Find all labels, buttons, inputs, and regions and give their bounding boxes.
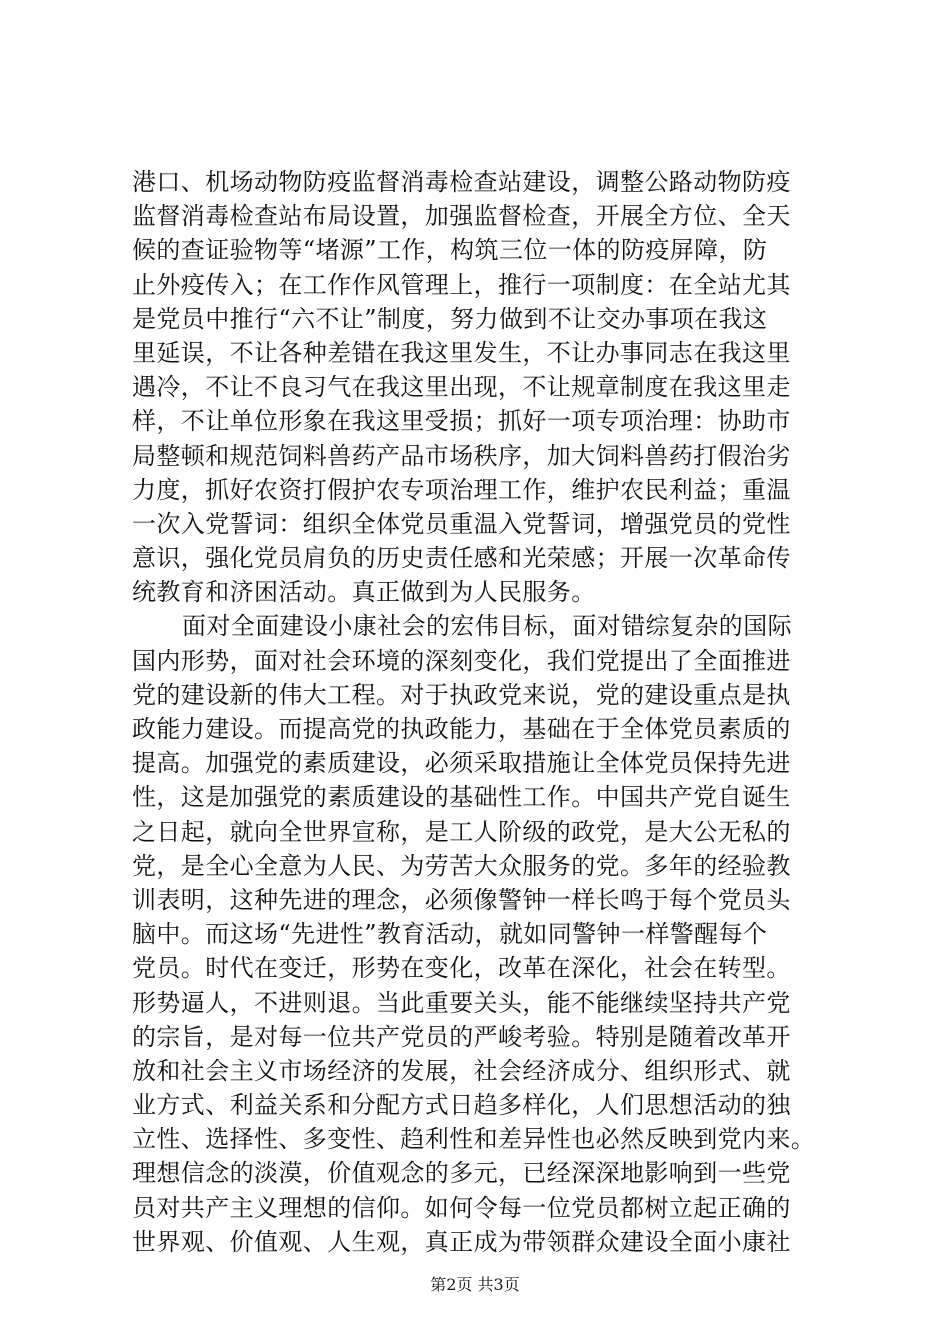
text-line: 之日起，就向全世界宣称，是工人阶级的政党，是大公无私的 (132, 817, 791, 846)
text-line: 统教育和济困活动。真正做到为人民服务。 (132, 578, 596, 607)
text-line: 训表明，这种先进的理念，必须像警钟一样长鸣于每个党员头 (132, 885, 791, 914)
text-line: 政能力建设。而提高党的执政能力，基础在于全体党员素质的 (132, 715, 791, 743)
text-line: 的宗旨，是对每一位共产党员的严峻考验。特别是随着改革开 (132, 1022, 791, 1051)
text-line: 放和社会主义市场经济的发展，社会经济成分、组织形式、就 (132, 1056, 791, 1085)
text-line: 立性、选择性、多变性、趋利性和差异性也必然反映到党内来。 (132, 1125, 816, 1154)
text-line: 性，这是加强党的素质建设的基础性工作。中国共产党自诞生 (132, 783, 791, 812)
paragraph-first-line: 面对全面建设小康社会的宏伟目标，面对错综复杂的国际 (182, 612, 792, 641)
text-line: 党员。时代在变迁，形势在变化，改革在深化，社会在转型。 (132, 954, 791, 983)
text-line: 是党员中推行“六不让”制度，努力做到不让交办事项在我这 (132, 304, 768, 333)
text-line: 世界观、价值观、人生观，真正成为带领群众建设全面小康社 (132, 1227, 791, 1256)
text-line: 一次入党誓词：组织全体党员重温入党誓词，增强党员的党性 (132, 509, 791, 538)
text-line: 党，是全心全意为人民、为劳苦大众服务的党。多年的经验教 (132, 851, 791, 880)
text-line: 形势逼人，不进则退。当此重要关头，能不能继续坚持共产党 (132, 988, 791, 1017)
text-line: 脑中。而这场“先进性”教育活动，就如同警钟一样警醒每个 (132, 920, 768, 949)
page-number-footer: 第2页 共3页 (430, 1275, 520, 1294)
text-line: 理想信念的淡漠，价值观念的多元，已经深深地影响到一些党 (132, 1159, 791, 1188)
text-line: 业方式、利益关系和分配方式日趋多样化，人们思想活动的独 (132, 1091, 791, 1120)
text-line: 样，不让单位形象在我这里受损；抓好一项专项治理：协助市 (132, 407, 791, 436)
text-line: 提高。加强党的素质建设，必须采取措施让全体党员保持先进 (132, 749, 791, 778)
text-line: 力度，抓好农资打假护农专项治理工作，维护农民利益；重温 (132, 475, 791, 504)
text-line: 监督消毒检查站布局设置，加强监督检查，开展全方位、全天 (132, 202, 791, 231)
text-line: 意识，强化党员肩负的历史责任感和光荣感；开展一次革命传 (132, 544, 791, 573)
text-line: 遇冷，不让不良习气在我这里出现，不让规章制度在我这里走 (132, 373, 791, 402)
text-line: 国内形势，面对社会环境的深刻变化，我们党提出了全面推进 (132, 646, 791, 675)
text-line: 止外疫传入；在工作作风管理上，推行一项制度：在全站尤其 (132, 270, 791, 299)
text-line: 港口、机场动物防疫监督消毒检查站建设，调整公路动物防疫 (132, 168, 791, 196)
text-line: 里延误，不让各种差错在我这里发生，不让办事同志在我这里 (132, 338, 791, 367)
document-body (132, 165, 832, 1259)
text-line: 员对共产主义理想的信仰。如何令每一位党员都树立起正确的 (132, 1193, 791, 1222)
text-line: 候的查证验物等“堵源”工作，构筑三位一体的防疫屏障，防 (132, 236, 768, 265)
text-line: 局整顿和规范饲料兽药产品市场秩序，加大饲料兽药打假治劣 (132, 441, 791, 470)
text-line: 党的建设新的伟大工程。对于执政党来说，党的建设重点是执 (132, 680, 791, 709)
